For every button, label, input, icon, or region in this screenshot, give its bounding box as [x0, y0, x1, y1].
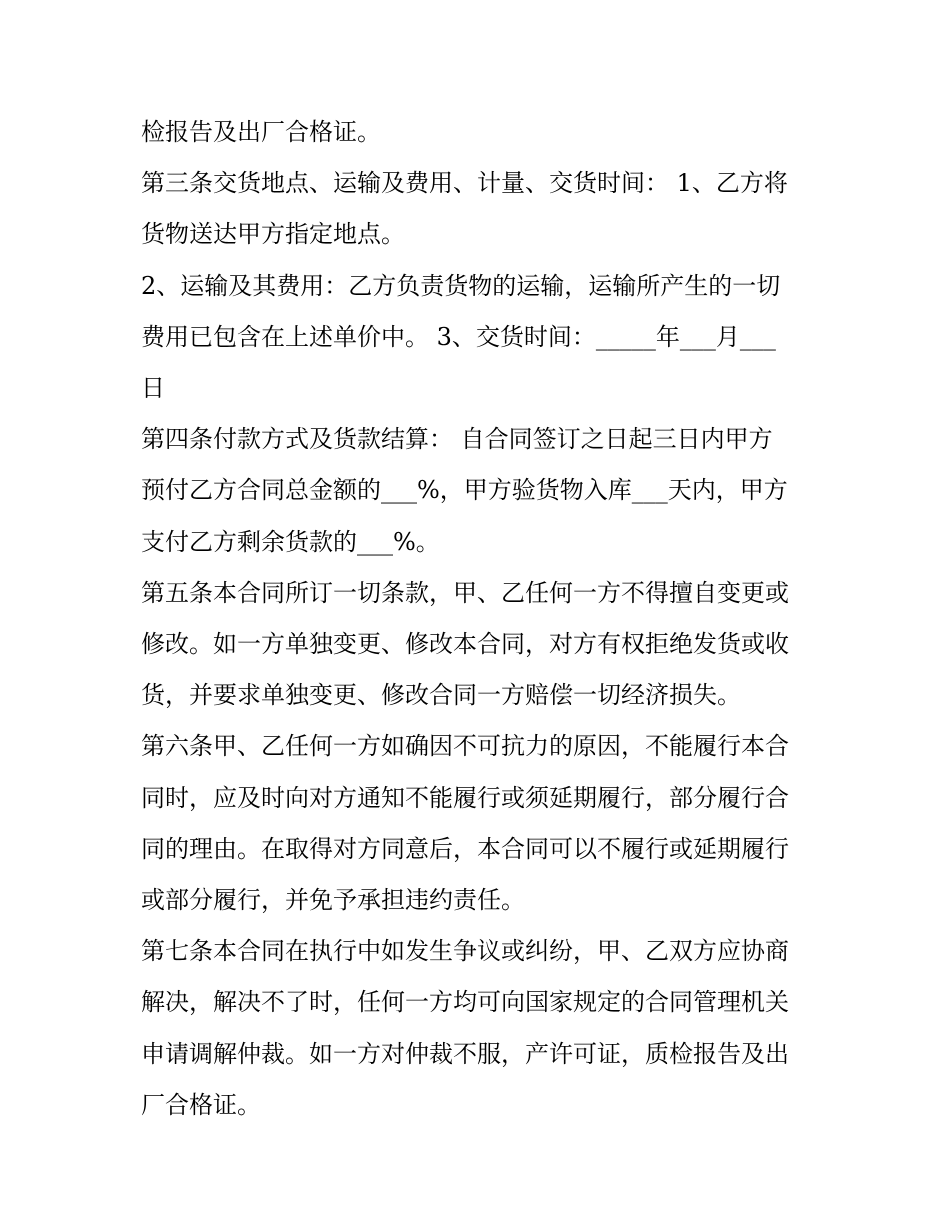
- text-line-19: 申请调解仲裁。如一方对仲裁不服，产许可证，质检报告及出: [141, 1039, 789, 1068]
- text-line-9: 支付乙方剩余货款的___%。: [141, 527, 440, 556]
- contract-body: [141, 107, 811, 1131]
- text-line-7: 第四条付款方式及货款结算： 自合同签订之日起三日内甲方: [141, 425, 773, 454]
- text-line-17: 第七条本合同在执行中如发生争议或纠纷，甲、乙双方应协商: [141, 937, 789, 966]
- text-line-12: 货，并要求单独变更、修改合同一方赔偿一切经济损失。: [141, 681, 741, 710]
- text-line-15: 同的理由。在取得对方同意后，本合同可以不履行或延期履行: [141, 834, 789, 863]
- text-line-20: 厂合格证。: [141, 1090, 261, 1119]
- text-line-13: 第六条甲、乙任何一方如确因不可抗力的原因，不能履行本合: [141, 732, 789, 761]
- text-line-8: 预付乙方合同总金额的___%，甲方验货物入库___天内，甲方: [141, 476, 788, 505]
- text-line-5: 费用已包含在上述单价中。 3、交货时间：_____年___月___: [141, 322, 776, 351]
- text-line-18: 解决，解决不了时，任何一方均可向国家规定的合同管理机关: [141, 988, 789, 1017]
- text-line-11: 修改。如一方单独变更、修改本合同，对方有权拒绝发货或收: [141, 630, 789, 659]
- text-line-4: 2、运输及其费用：乙方负责货物的运输，运输所产生的一切: [141, 271, 781, 300]
- text-line-3: 货物送达甲方指定地点。: [141, 220, 405, 249]
- text-line-14: 同时，应及时向对方通知不能履行或须延期履行，部分履行合: [141, 783, 789, 812]
- text-line-1: 检报告及出厂合格证。: [141, 118, 381, 146]
- text-line-16: 或部分履行，并免予承担违约责任。: [141, 886, 525, 915]
- text-line-2: 第三条交货地点、运输及费用、计量、交货时间： 1、乙方将: [141, 169, 788, 198]
- text-line-6: 日: [141, 374, 165, 403]
- text-line-10: 第五条本合同所订一切条款，甲、乙任何一方不得擅自变更或: [141, 578, 789, 607]
